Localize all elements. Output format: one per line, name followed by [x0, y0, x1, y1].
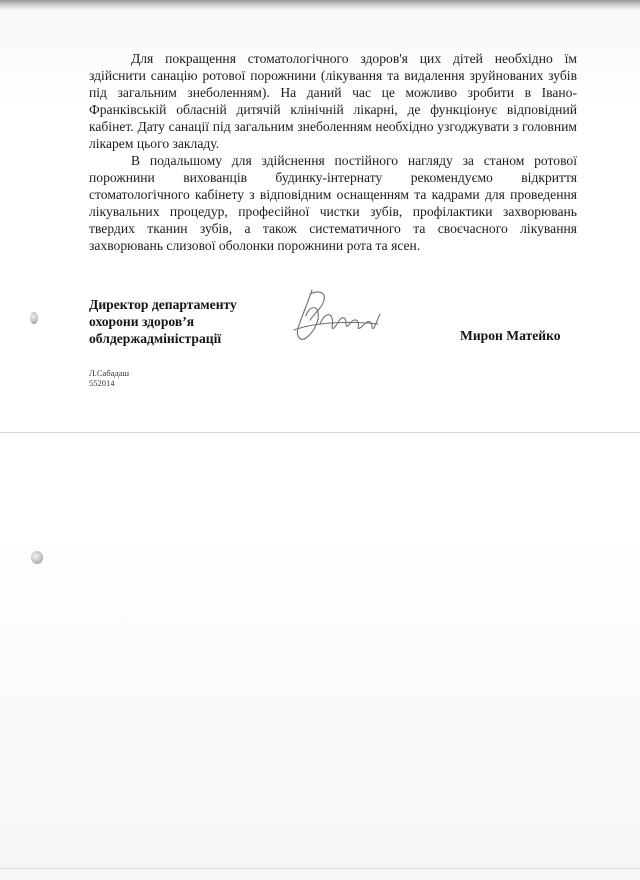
- paragraph-sanation: Для покращення стоматологічного здоров'я цих дітей необхідно їм здійснити санацію ротової порожнини (лікування та видалення зруйнованих зубів під загальним знеболенням). На даний час це можливо зробити в Івано-Франківській обласній дитячій клінічній лікарні, де функціонує відповідний кабінет. Дату санації під загальним знеболенням необхідно узгоджувати з головним лікарем цього закладу.: [89, 51, 577, 151]
- signatory-title: [89, 296, 237, 347]
- paper-fold-line: [0, 432, 640, 433]
- scan-top-edge: [0, 0, 640, 10]
- paper-fold-line: [0, 868, 640, 869]
- signatory-title-line: охорони здоров’я: [89, 314, 195, 329]
- executor-phone: 552014: [89, 378, 115, 388]
- signatory-title-line: облдержадміністрації: [89, 331, 222, 346]
- executor-name: Л.Сабадаш: [89, 368, 130, 378]
- punch-hole-icon: [31, 551, 43, 564]
- signatory-title-line: Директор департаменту: [89, 297, 237, 312]
- punch-hole-icon: [30, 312, 38, 324]
- executor-footnote: [89, 368, 129, 388]
- paragraph-recommendation: В подальшому для здійснення постійного нагляду за станом ротової порожнини вихованців будинку-інтернату рекомендуємо відкриття стоматологічного кабінету з відповідним оснащенням та кадрами для проведення лікувальних процедур, професійної чистки зубів, профілактики захворювань твердих тканин зубів, а також систематичного та своєчасного лікування захворювань слизової оболонки порожнини рота та ясен.: [89, 153, 577, 253]
- handwritten-signature: [290, 284, 385, 346]
- letter-body: [89, 50, 577, 254]
- signer-name: Мирон Матейко: [460, 328, 561, 343]
